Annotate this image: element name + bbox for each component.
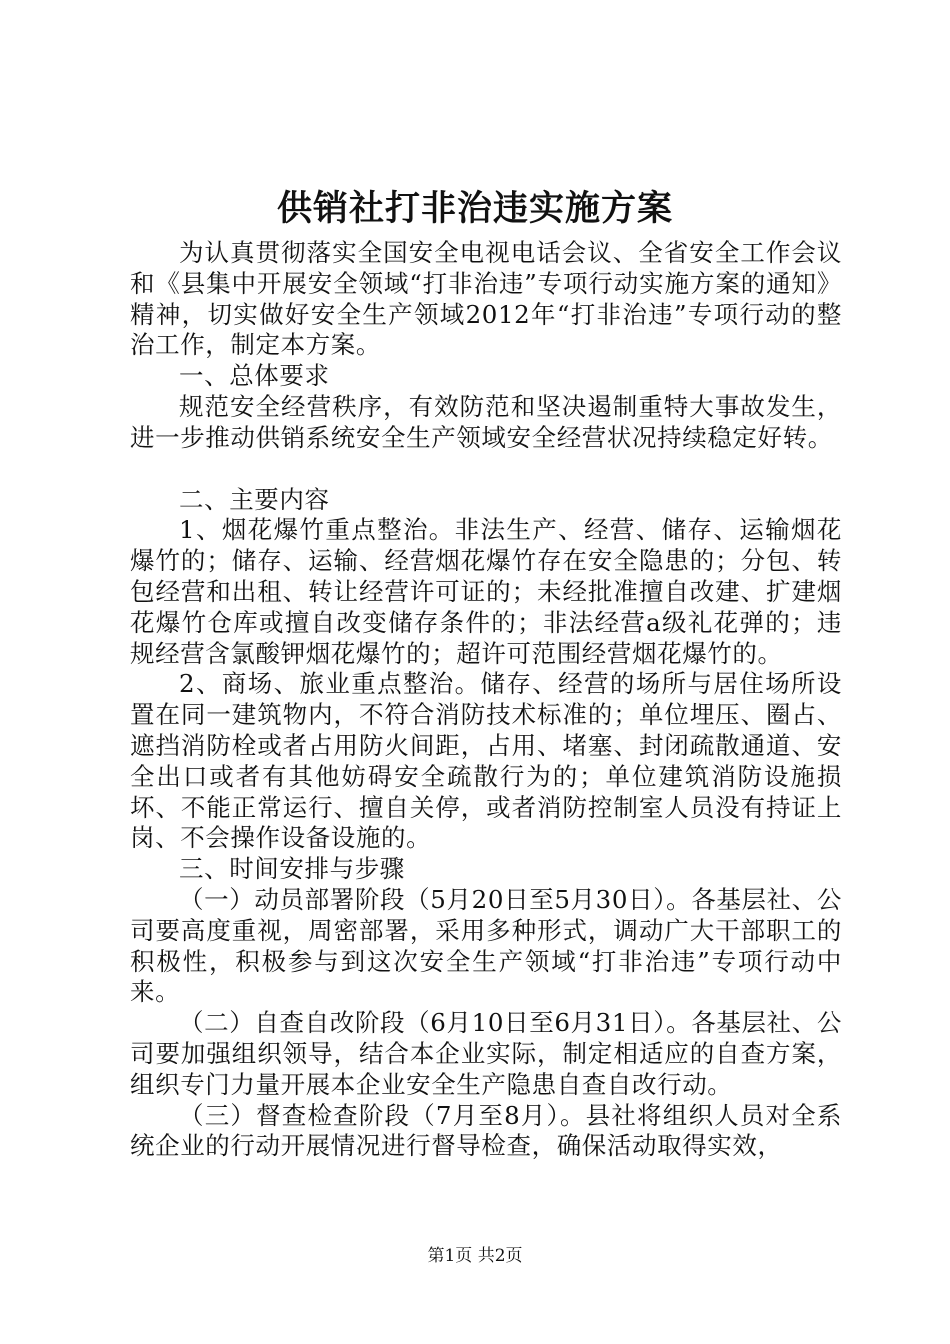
section-heading-content: 二、主要内容 [179,484,330,514]
paragraph-gap [130,454,842,485]
document-title: 供销社打非治违实施方案 [276,188,673,229]
page-number: 第1页 共2页 [427,1246,523,1266]
section-heading-schedule: 三、时间安排与步骤 [179,854,405,884]
content-item-markets: 2、商场、旅业重点整治。储存、经营的场所与居住场所设置在同一建筑物内，不符合消防技术标准的；单位埋压、圈占、遮挡消防栓或者占用防火间距，占用、堵塞、封闭疏散通道、安全出口或者有其他妨碍安全疏散行为的；单位建筑消防设施损坏、不能正常运行、擅自关停，或者消防控制室人员没有持证上岗、不会操作设备设施的。 [130,669,842,853]
general-requirements-paragraph: 规范安全经营秩序，有效防范和坚决遏制重特大事故发生，进一步推动供销系统安全生产领域安全经营状况持续稳定好转。 [130,391,842,452]
schedule-phase-inspection: （三）督查检查阶段（7月至8月）。县社将组织人员对全系统企业的行动开展情况进行督导检查，确保活动取得实效， [130,1100,842,1161]
content-item-fireworks: 1、烟花爆竹重点整治。非法生产、经营、储存、运输烟花爆竹的；储存、运输、经营烟花爆竹存在安全隐患的；分包、转包经营和出租、转让经营许可证的；未经批准擅自改建、扩建烟花爆竹仓库或擅自改变储存条件的；非法经营a级礼花弹的；违规经营含氯酸钾烟花爆竹的；超许可范围经营烟花爆竹的。 [130,515,842,668]
section-heading-general: 一、总体要求 [179,361,330,391]
schedule-phase-selfcheck: （二）自查自改阶段（6月10日至6月31日）。各基层社、公司要加强组织领导，结合本企业实际，制定相适应的自查方案，组织专门力量开展本企业安全生产隐患自查自改行动。 [130,1008,842,1099]
schedule-phase-mobilize: （一）动员部署阶段（5月20日至5月30日）。各基层社、公司要高度重视，周密部署，采用多种形式，调动广大干部职工的积极性，积极参与到这次安全生产领域“打非治违”专项行动中来。 [130,884,842,1007]
intro-paragraph: 为认真贯彻落实全国安全电视电话会议、全省安全工作会议和《县集中开展安全领域“打非治违”专项行动实施方案的通知》精神，切实做好安全生产领域2012年“打非治违”专项行动的整治工作，制定本方案。 [130,238,842,360]
document-body [130,238,842,1162]
